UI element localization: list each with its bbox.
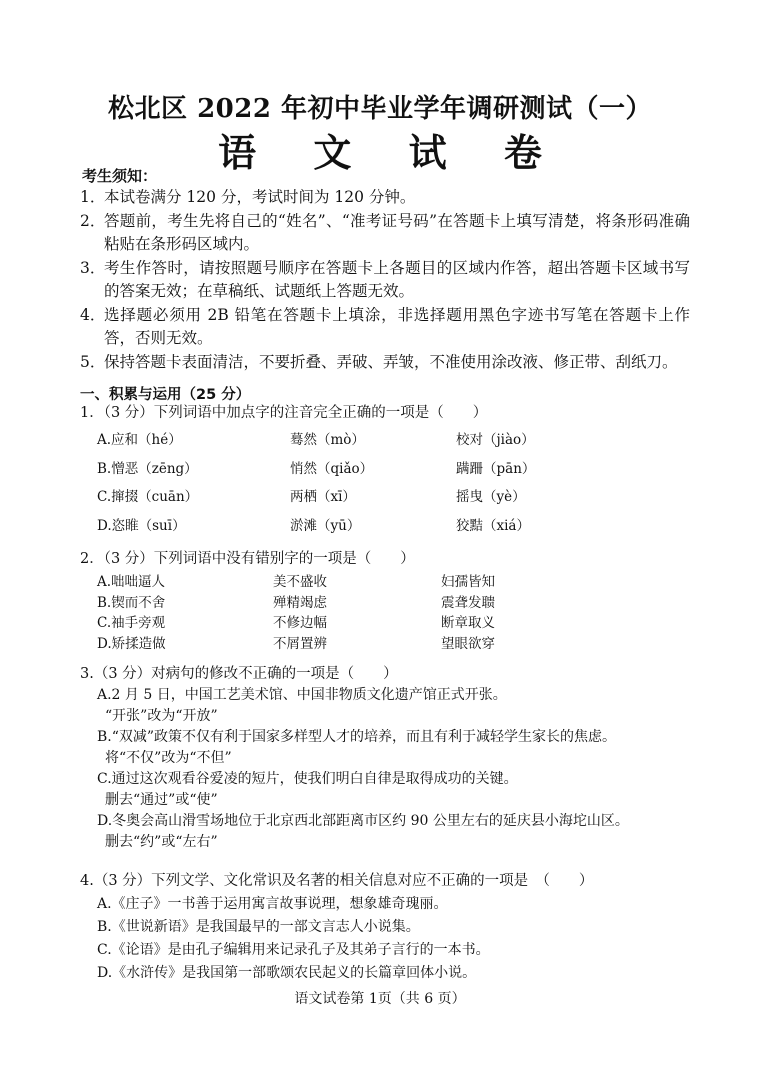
notice-item bbox=[80, 304, 690, 351]
option-note: 删去“通过”或“使” bbox=[105, 792, 218, 808]
option-row bbox=[97, 570, 697, 591]
notice-item bbox=[80, 186, 690, 210]
option-row bbox=[97, 611, 697, 632]
exam-title: 松北区 2022 年初中毕业学年调研测试（一） bbox=[108, 94, 652, 124]
option-cell: 淤滩（yū） bbox=[290, 517, 361, 534]
option-cell: A.应和（hé） bbox=[97, 432, 182, 448]
question-4-options bbox=[97, 893, 717, 985]
notice-heading: 考生须知： bbox=[82, 167, 158, 185]
option-cell: C.撺掇（cuān） bbox=[97, 489, 199, 505]
option-cell: 两栖（xī） bbox=[290, 489, 356, 505]
option-row bbox=[97, 485, 697, 514]
notice-item-text: 答题前，考生先将自己的“姓名”、“准考证号码”在答题卡上填写清楚，将条形码准确粘贴在条形码区域内。 bbox=[104, 211, 690, 253]
notice-item-number: 5． bbox=[80, 352, 106, 371]
option-cell: 殚精竭虑 bbox=[273, 594, 327, 611]
option-cell: 不修边幅 bbox=[273, 615, 327, 631]
option-line: C.通过这次观看谷爱凌的短片，使我们明白自律是取得成功的关键。 bbox=[97, 771, 518, 787]
option-line: B.《世说新语》是我国最早的一部文言志人小说集。 bbox=[97, 919, 420, 935]
option-cell: 悄然（qiǎo） bbox=[290, 460, 374, 477]
option-cell: 断章取义 bbox=[441, 615, 495, 631]
notice-item-text: 本试卷满分 120 分，考试时间为 120 分钟。 bbox=[104, 188, 416, 206]
notice-item-text: 保持答题卡表面清洁，不要折叠、弄破、弄皱，不准使用涂改液、修正带、刮纸刀。 bbox=[104, 352, 678, 371]
option-cell: 摇曳（yè） bbox=[456, 489, 526, 505]
notice-item-number: 1． bbox=[80, 188, 106, 206]
option-row bbox=[97, 591, 697, 612]
notice-item-number: 3． bbox=[80, 258, 106, 277]
option-line: A.《庄子》一书善于运用寓言故事说理，想象雄奇瑰丽。 bbox=[97, 896, 448, 912]
option-cell: 校对（jiào） bbox=[456, 432, 535, 448]
question-3-options bbox=[97, 685, 717, 853]
option-cell: D.恣睢（suī） bbox=[97, 517, 186, 534]
option-line: D.冬奥会高山滑雪场地位于北京西北部距离市区约 90 公里左右的延庆县小海坨山区。 bbox=[97, 813, 629, 829]
option-note: 删去“约”或“左右” bbox=[105, 834, 218, 850]
option-cell: 妇孺皆知 bbox=[441, 574, 495, 590]
option-row bbox=[97, 632, 697, 653]
option-row bbox=[97, 457, 697, 486]
section-heading: 一、积累与运用（25 分） bbox=[80, 387, 251, 403]
question-1-options bbox=[97, 428, 697, 542]
option-line: D.《水浒传》是我国第一部歌颂农民起义的长篇章回体小说。 bbox=[97, 965, 477, 981]
notice-item bbox=[80, 257, 690, 304]
notice-item-number: 4． bbox=[80, 305, 106, 324]
option-line: C.《论语》是由孔子编辑用来记录孔子及其弟子言行的一本书。 bbox=[97, 942, 490, 958]
option-note: 将“不仅”改为“不但” bbox=[105, 750, 232, 766]
notice-list bbox=[80, 186, 690, 374]
question-1-stem: 1．（3 分）下列词语中加点字的注音完全正确的一项是（ ） bbox=[80, 405, 488, 421]
option-row bbox=[97, 428, 697, 457]
option-cell: 狡黠（xiá） bbox=[456, 517, 530, 534]
option-line: B.“双减”政策不仅有利于国家多样型人才的培养，而且有利于减轻学生家长的焦虑。 bbox=[97, 729, 617, 745]
option-row bbox=[97, 514, 697, 543]
option-cell: 美不盛收 bbox=[273, 574, 327, 590]
option-note: “开张”改为“开放” bbox=[105, 708, 218, 724]
option-cell: D.矫揉造做 bbox=[97, 635, 166, 652]
question-3-stem: 3.（3 分）对病句的修改不正确的一项是（ ） bbox=[80, 666, 398, 682]
subject-title: 语 文 试 卷 bbox=[218, 130, 564, 175]
option-cell: 蓦然（mò） bbox=[290, 432, 365, 448]
option-cell: 望眼欲穿 bbox=[441, 635, 495, 652]
option-cell: 不屑置辨 bbox=[273, 635, 327, 652]
question-4-stem: 4.（3 分）下列文学、文化常识及名著的相关信息对应不正确的一项是 （ ） bbox=[80, 873, 594, 889]
option-cell: 蹒跚（pān） bbox=[456, 460, 536, 477]
option-cell: 震聋发聩 bbox=[441, 594, 495, 611]
question-2-options bbox=[97, 570, 697, 652]
notice-item-text: 考生作答时，请按照题号顺序在答题卡上各题目的区域内作答，超出答题卡区域书写的答案无效；在草稿纸、试题纸上答题无效。 bbox=[104, 258, 690, 300]
notice-item-number: 2． bbox=[80, 211, 106, 230]
notice-item bbox=[80, 210, 690, 257]
page-footer: 语文试卷第 1页（共 6 页） bbox=[294, 991, 466, 1007]
option-line: A.2 月 5 日，中国工艺美术馆、中国非物质文化遗产馆正式开张。 bbox=[97, 687, 507, 703]
option-cell: B.锲而不舍 bbox=[97, 594, 166, 611]
option-cell: C.袖手旁观 bbox=[97, 615, 166, 631]
option-cell: A.咄咄逼人 bbox=[97, 574, 166, 590]
option-cell: B.憎恶（zēng） bbox=[97, 460, 198, 477]
notice-item-text: 选择题必须用 2B 铅笔在答题卡上填涂，非选择题用黑色字迹书写笔在答题卡上作答，否则无效。 bbox=[104, 305, 690, 347]
question-2-stem: 2．（3 分）下列词语中没有错别字的一项是（ ） bbox=[80, 551, 415, 567]
notice-item bbox=[80, 351, 690, 375]
